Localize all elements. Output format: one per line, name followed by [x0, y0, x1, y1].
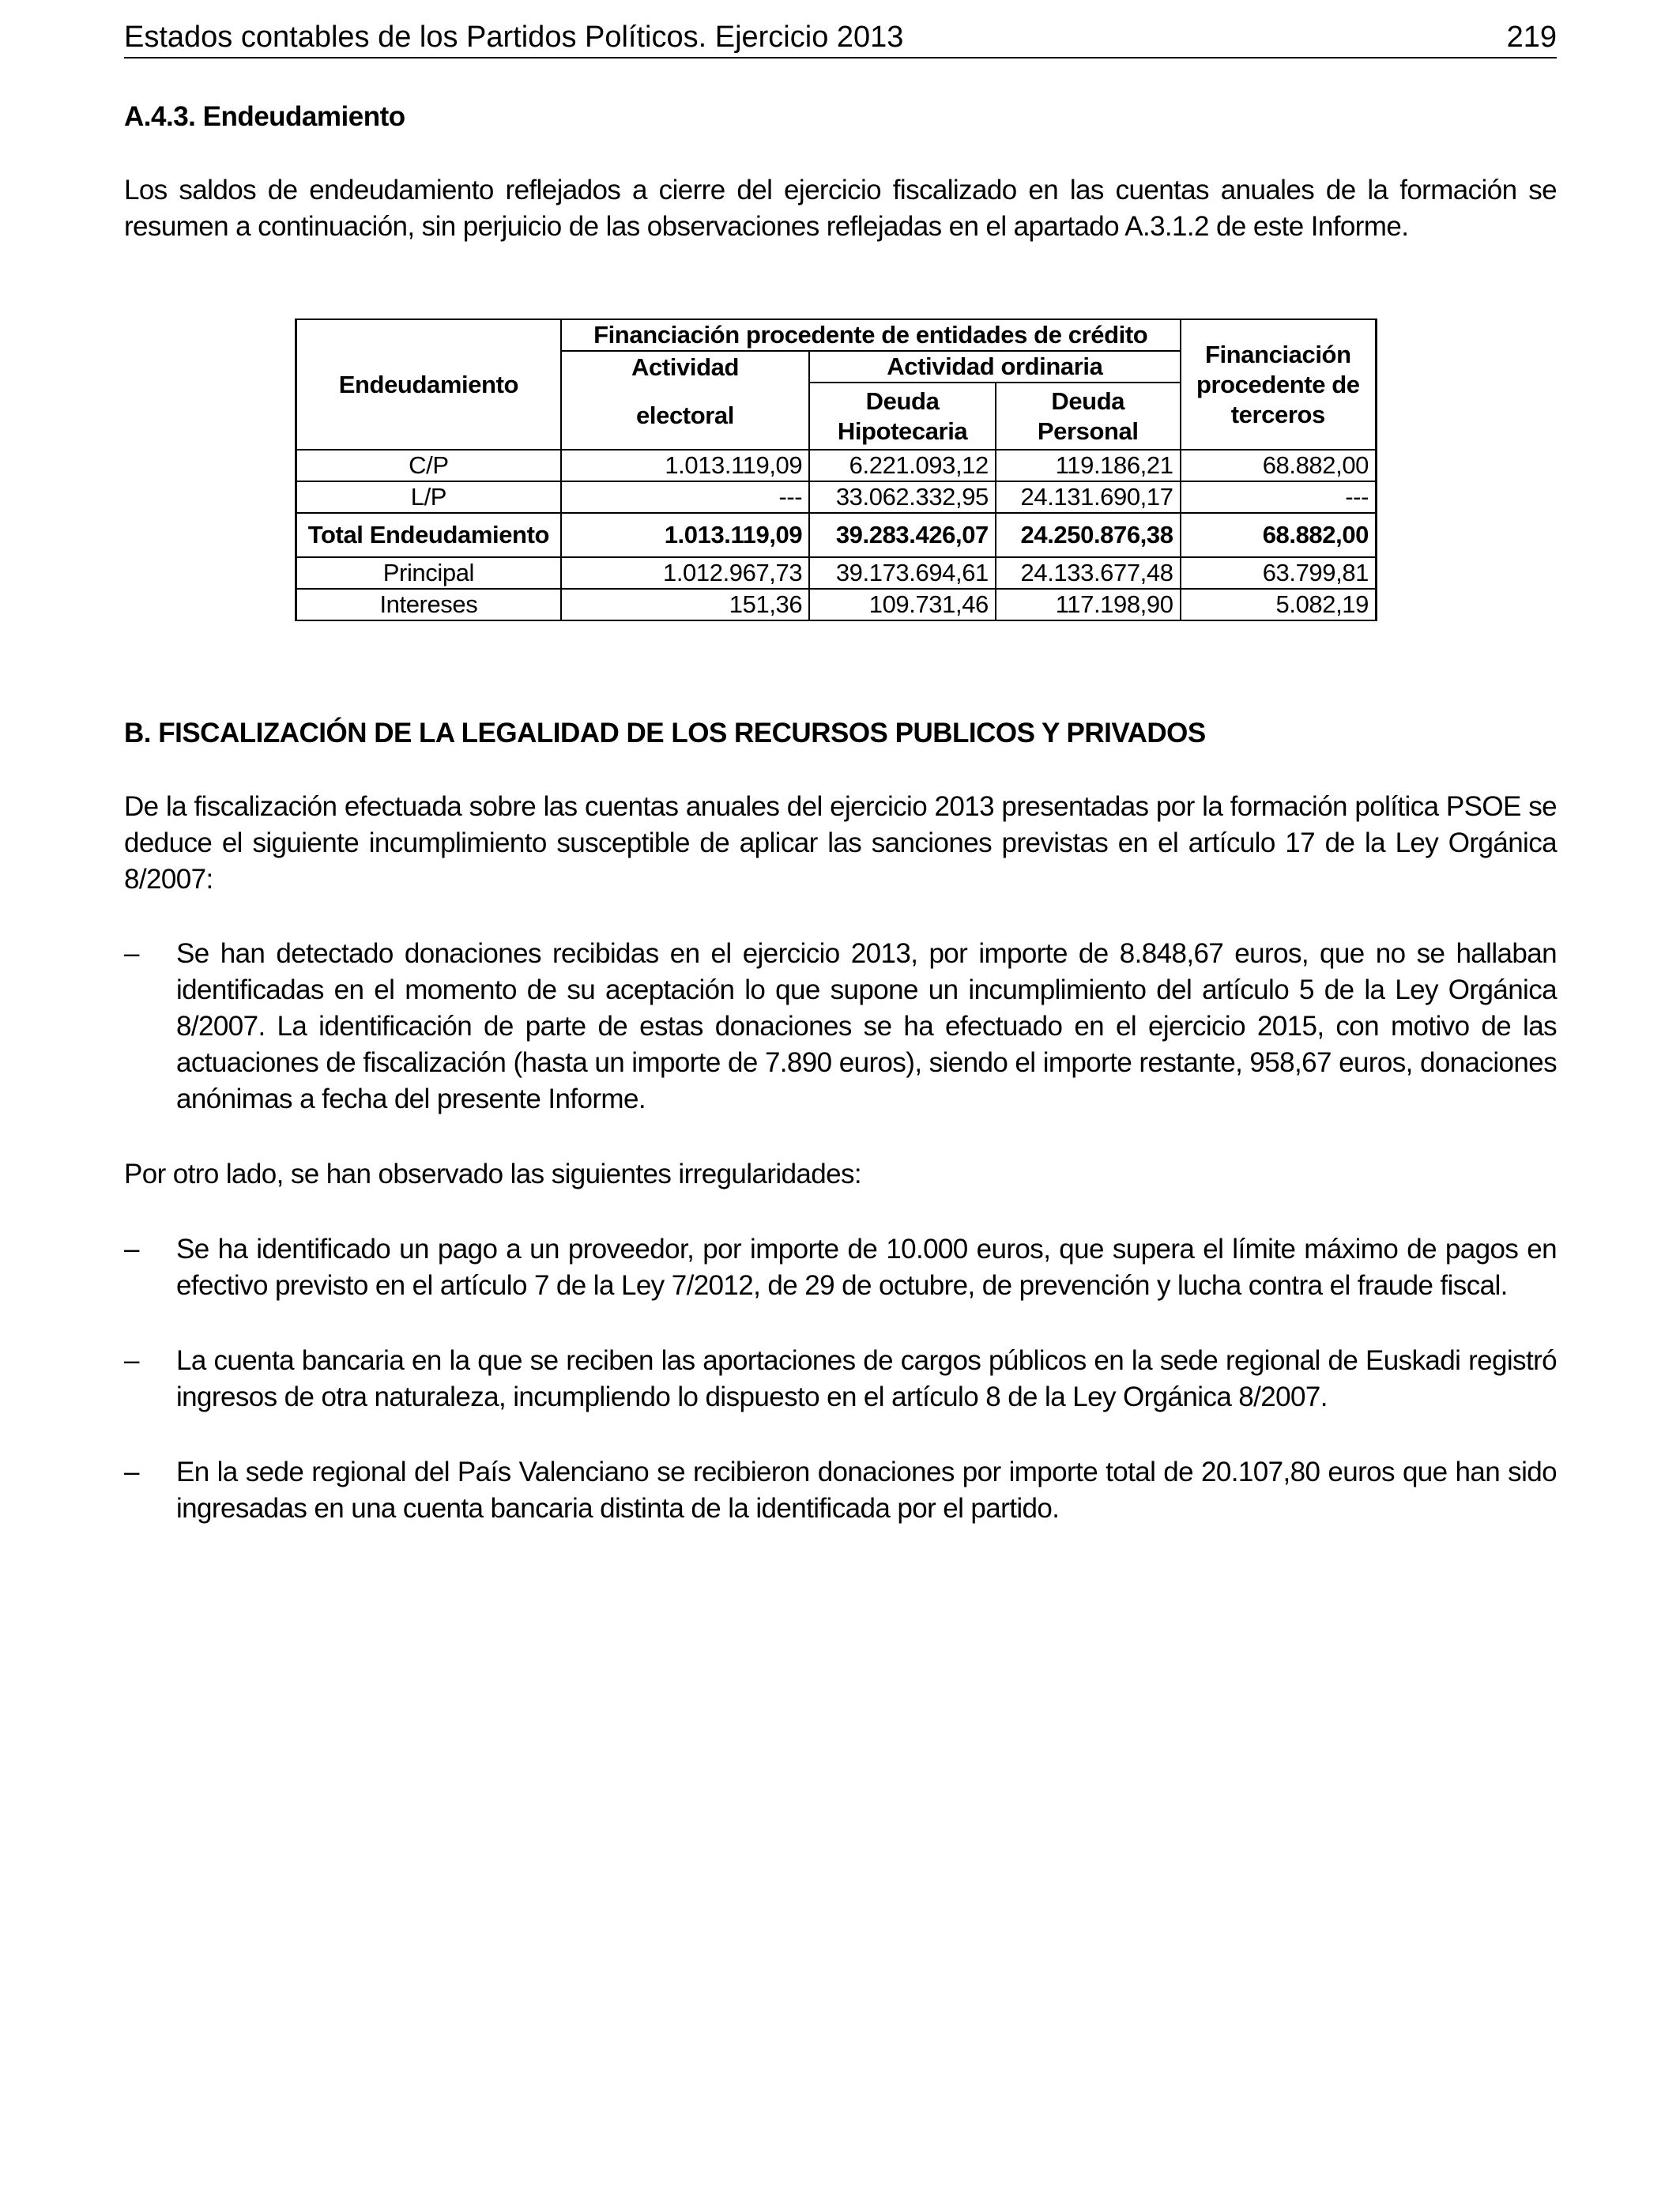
cell-hipotecaria: 109.731,46	[809, 589, 996, 620]
cell-personal: 24.133.677,48	[996, 557, 1181, 589]
header-actividad: Actividad	[561, 351, 809, 383]
cell-electoral: 1.013.119,09	[561, 450, 809, 481]
header-financiacion-terceros: Financiación procedente de terceros	[1181, 319, 1377, 450]
cell-personal: 117.198,90	[996, 589, 1181, 620]
table-row-total	[296, 513, 1377, 557]
cell-terceros: 68.882,00	[1181, 450, 1377, 481]
table-row	[296, 450, 1377, 481]
irregularidad-text: En la sede regional del País Valenciano se recibieron donaciones por importe total de 20.107,80 euros que han sido ingresadas en una cuenta bancaria distinta de la identificada por el partido.	[176, 1457, 1557, 1524]
cell-electoral: 1.012.967,73	[561, 557, 809, 589]
cell-terceros: 68.882,00	[1181, 513, 1377, 557]
cell-terceros: 5.082,19	[1181, 589, 1377, 620]
document-title: Estados contables de los Partidos Políticos. Ejercicio 2013	[124, 21, 904, 54]
table-row	[296, 481, 1377, 513]
cell-hipotecaria: 39.283.426,07	[809, 513, 996, 557]
list-item	[124, 1231, 1557, 1304]
cell-electoral: 1.013.119,09	[561, 513, 809, 557]
section-b-title: B. FISCALIZACIÓN DE LA LEGALIDAD DE LOS RECURSOS PUBLICOS Y PRIVADOS	[124, 718, 1206, 748]
cell-personal: 24.131.690,17	[996, 481, 1181, 513]
irregularidad-text: Se ha identificado un pago a un proveedor, por importe de 10.000 euros, que supera el límite máximo de pagos en efectivo previsto en el artículo 7 de la Ley 7/2012, de 29 de octubre, de prevención y lucha contra el fraude fiscal.	[176, 1234, 1557, 1301]
section-b-intro: De la fiscalización efectuada sobre las cuentas anuales del ejercicio 2013 presentadas por la formación política PSOE se deduce el siguiente incumplimiento susceptible de aplicar las sanciones previstas en el artículo 17 de la Ley Orgánica 8/2007:	[124, 791, 1557, 895]
header-deuda-hipotecaria: Deuda Hipotecaria	[809, 383, 996, 450]
cell-hipotecaria: 33.062.332,95	[809, 481, 996, 513]
cell-personal: 119.186,21	[996, 450, 1181, 481]
row-label: Total Endeudamiento	[296, 513, 561, 557]
bullet-dash: –	[124, 938, 139, 969]
bullet-dash: –	[124, 1457, 139, 1487]
row-label: L/P	[296, 481, 561, 513]
table-row	[296, 557, 1377, 589]
list-item	[124, 1343, 1557, 1416]
cell-terceros: 63.799,81	[1181, 557, 1377, 589]
page-number: 219	[1506, 21, 1557, 54]
cell-electoral: 151,36	[561, 589, 809, 620]
bullet-dash: –	[124, 1234, 139, 1265]
row-label: Principal	[296, 557, 561, 589]
header-deuda-personal: Deuda Personal	[996, 383, 1181, 450]
cell-electoral: ---	[561, 481, 809, 513]
list-item	[124, 936, 1557, 1118]
irregularidades-intro: Por otro lado, se han observado las siguientes irregularidades:	[124, 1159, 862, 1189]
row-label: C/P	[296, 450, 561, 481]
cell-terceros: ---	[1181, 481, 1377, 513]
header-actividad-ordinaria: Actividad ordinaria	[809, 351, 1180, 383]
bullet-dash: –	[124, 1345, 139, 1376]
cell-personal: 24.250.876,38	[996, 513, 1181, 557]
section-a-title: A.4.3. Endeudamiento	[124, 101, 405, 132]
header-endeudamiento: Endeudamiento	[296, 319, 561, 450]
cell-hipotecaria: 39.173.694,61	[809, 557, 996, 589]
debt-table	[295, 319, 1377, 621]
section-a-intro: Los saldos de endeudamiento reflejados a cierre del ejercicio fiscalizado en las cuentas anuales de la formación se resumen a continuación, sin perjuicio de las observaciones reflejadas en el apartado A.3.1.2 de este Informe.	[124, 175, 1557, 242]
page-header	[124, 17, 1557, 58]
incumplimiento-text: Se han detectado donaciones recibidas en el ejercicio 2013, por importe de 8.848,67 euros, que no se hallaban identificadas en el momento de su aceptación lo que supone un incumplimiento del artículo 5 de la Ley Orgánica 8/2007. La identificación de parte de estas donaciones se ha efectuado en el ejercicio 2015, con motivo de las actuaciones de fiscalización (hasta un importe de 7.890 euros), siendo el importe restante, 958,67 euros, donaciones anónimas a fecha del presente Informe.	[176, 938, 1557, 1114]
list-item	[124, 1454, 1557, 1527]
row-label: Intereses	[296, 589, 561, 620]
header-electoral: electoral	[561, 383, 809, 450]
cell-hipotecaria: 6.221.093,12	[809, 450, 996, 481]
header-financiacion-entidades: Financiación procedente de entidades de crédito	[561, 319, 1181, 351]
irregularidad-text: La cuenta bancaria en la que se reciben las aportaciones de cargos públicos en la sede regional de Euskadi registró ingresos de otra naturaleza, incumpliendo lo dispuesto en el artículo 8 de la Ley Orgánica 8/2007.	[176, 1345, 1557, 1412]
table-row	[296, 589, 1377, 620]
